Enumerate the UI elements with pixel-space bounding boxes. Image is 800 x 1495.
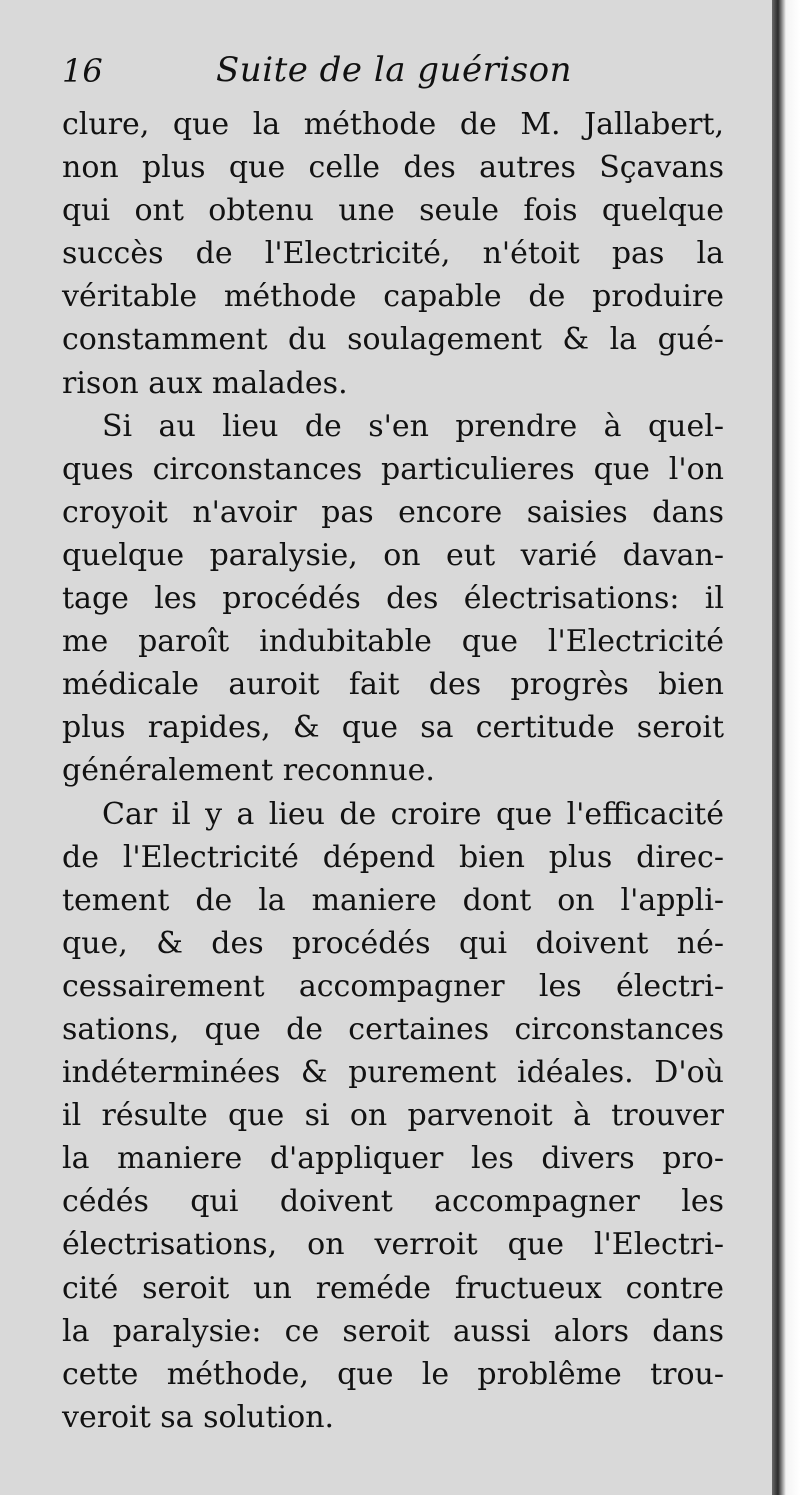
text-line: Car il y a lieu de croire que l'efficacité xyxy=(102,796,724,832)
running-head: Suite de la guérison xyxy=(216,50,573,90)
page-number: 16 xyxy=(62,52,103,90)
text-line: quelque paralysie, on eut varié davan- xyxy=(62,537,724,573)
page-gutter-edge xyxy=(772,0,800,1495)
page-header xyxy=(62,48,722,98)
text-line: indéterminées & purement idéales. D'où xyxy=(62,1055,724,1091)
text-line: la paralysie: ce seroit aussi alors dans xyxy=(62,1313,724,1349)
text-line: cette méthode, que le problême trou- xyxy=(62,1356,724,1392)
text-line: cité seroit un reméde fructueux contre xyxy=(62,1270,724,1306)
text-line: véritable méthode capable de produire xyxy=(62,279,724,315)
text-line: tement de la maniere dont on l'appli- xyxy=(62,882,724,918)
text-line: électrisations, on verroit que l'Electri- xyxy=(62,1227,724,1263)
text-line: constamment du soulagement & la gué- xyxy=(62,322,724,358)
text-line: la maniere d'appliquer les divers pro- xyxy=(62,1141,724,1177)
text-line: cédés qui doivent accompagner les xyxy=(62,1184,724,1220)
body-text xyxy=(62,103,724,1439)
text-line: ques circonstances particulieres que l'on xyxy=(62,451,724,487)
text-line: me paroît indubitable que l'Electricité xyxy=(62,624,724,660)
text-line: généralement reconnue. xyxy=(62,753,435,789)
text-line: non plus que celle des autres Sçavans xyxy=(62,150,724,186)
text-line: sations, que de certaines circonstances xyxy=(62,1011,724,1047)
text-line: qui ont obtenu une seule fois quelque xyxy=(62,193,724,229)
text-line: plus rapides, & que sa certitude seroit xyxy=(62,710,724,746)
text-line: médicale auroit fait des progrès bien xyxy=(62,667,724,703)
text-line: succès de l'Electricité, n'étoit pas la xyxy=(62,236,724,272)
text-line: il résulte que si on parvenoit à trouver xyxy=(62,1098,724,1134)
text-line: tage les procédés des électrisations: il xyxy=(62,581,724,617)
text-line: cessairement accompagner les électri- xyxy=(62,968,724,1004)
text-line: veroit sa solution. xyxy=(62,1399,335,1435)
text-line: rison aux malades. xyxy=(62,365,348,401)
text-line: que, & des procédés qui doivent né- xyxy=(62,925,724,961)
text-line: clure, que la méthode de M. Jallabert, xyxy=(62,107,724,142)
text-line: de l'Electricité dépend bien plus direc- xyxy=(62,839,724,875)
text-line: croyoit n'avoir pas encore saisies dans xyxy=(62,494,724,530)
text-line: Si au lieu de s'en prendre à quel- xyxy=(102,408,724,444)
